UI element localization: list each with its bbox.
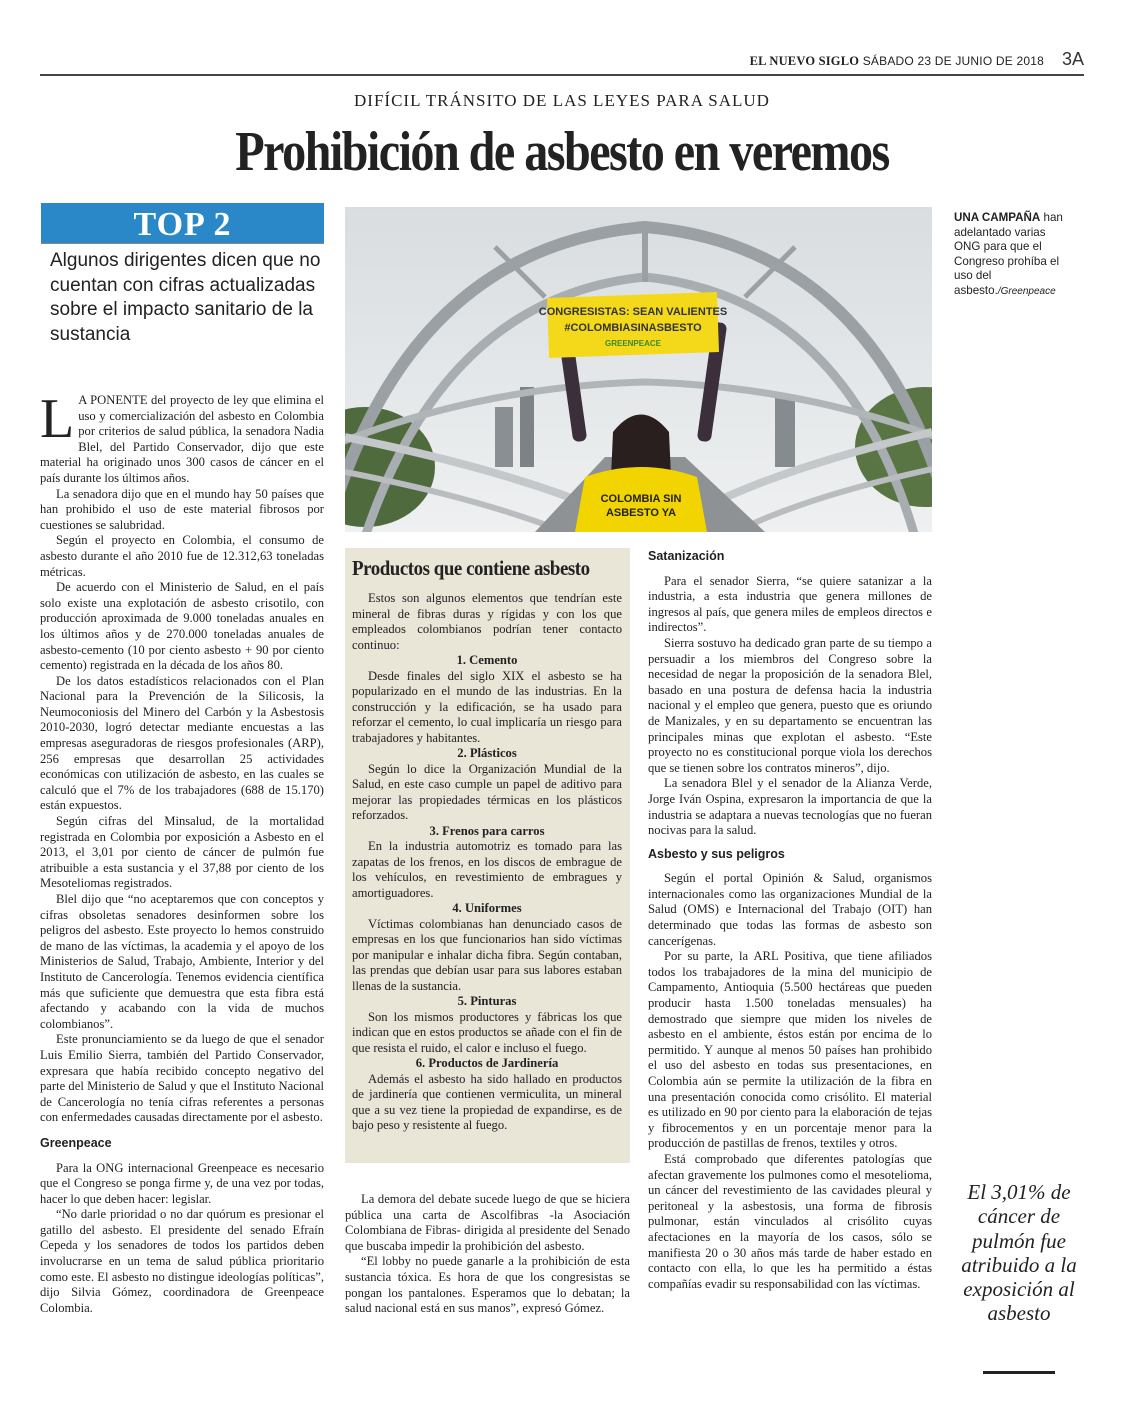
banner-line-1: CONGRESISTAS: SEAN VALIENTES — [538, 306, 728, 318]
caption-lead: UNA CAMPAÑA — [954, 211, 1041, 224]
header-rule — [40, 74, 1084, 76]
photo-credit: /Greenpeace — [997, 285, 1056, 297]
kicker: DIFÍCIL TRÁNSITO DE LAS LEYES PARA SALUD — [354, 91, 770, 110]
sidebar-item-heading: 4. Uniformes — [452, 901, 522, 915]
paragraph: Por su parte, la ARL Positiva, que tiene afiliados todos los trabajadores de la mina del municipio de Campamento, Antioquia (5.500 hectáreas que pueden producir hasta 1.500 toneladas mensuales) ha demostrado que siempre que miden los niveles de asbesto en el ambiente, éstos están por encima de lo permitido. Y aunque al menos 50 países han prohibido el uso del asbesto en todas sus presentaciones, en Colombia aún se permite la utilización de la fibra en una presentación conocida como crisólito. El material es utilizado en 90 por ciento para la elaboración de tejas y fibrocementos y en un porcentaje menor para la producción de pastillas de frenos, textiles y otros. — [648, 949, 932, 1151]
masthead — [750, 54, 1044, 69]
paragraph: De los datos estadísticos relacionados con el Plan Nacional para la Prevención de la Silicosis, la Neumoconiosis del Minero del Carbón y la Asbestosis 2010-2030, logró detectar mediante encuestas a las empresas aseguradoras de riesgos profesionales (ARP), 256 empresas que desarrollan 25 actividades económicas con utilización de asbesto, en las cuales se calculó que el 7% de los trabajadores (688 de 15.170) están expuestos. — [40, 673, 324, 813]
paragraph: Está comprobado que diferentes patologías que afectan gravemente los pulmones como el mesotelioma, un cáncer del revestimiento de las cavidades pleural y peritoneal y la asbestosis, una forma de fibrosis pulmonar, están vinculados al crisólito cuyas afectaciones en la mayoría de los casos, sólo se manifiesta 20 o 30 años más tarde de haber estado en contacto con ella, lo que les ha permitido a éstas compañías evadir su responsabilidad con las víctimas. — [648, 1151, 932, 1291]
photo-illustration — [345, 207, 932, 532]
sidebar-item-heading: 1. Cemento — [456, 653, 518, 667]
sidebar-item-heading: 3. Frenos para carros — [429, 823, 545, 838]
sidebar-intro: Estos son algunos elementos que tendrían este mineral de fibras duras y rígidas y con los que empleados colombianos podrían tener contacto continuo: — [352, 591, 622, 652]
pull-quote-rule — [983, 1371, 1055, 1374]
sidebar-item-text: Además el asbesto ha sido hallado en productos de jardinería que contienen vermiculita, un mineral que a su vez tiene la propiedad de expandirse, es de bajo peso y resistente al fuego. — [352, 1071, 622, 1132]
sidebar-item-text: En la industria automotriz es tomado para las zapatas de los frenos, en los discos de embrague de los vehículos, en revestimiento de embragues y amortiguadores. — [352, 839, 622, 900]
summary: Algunos dirigentes dicen que no cuentan con cifras actualizadas sobre el impacto sanitario de la sustancia — [50, 250, 321, 345]
column-1 — [40, 388, 324, 1316]
photo-caption — [954, 211, 1072, 300]
lead-text: A PONENTE del proyecto de ley que elimina el uso y comercialización del asbesto en Colombia por criterios de salud pública, la senadora Nadia Blel, del Partido Conservador, dijo que este material ha originado unos 300 casos de cáncer en el país durante los últimos años. — [40, 393, 324, 485]
paragraph: “El lobby no puede ganarle a la prohibición de esta sustancia tóxica. Es hora de que los congresistas se pongan los pantalones. Esperamos que lo debatan; la salud nacional está en sus manos”, expresó Gómez. — [345, 1254, 630, 1316]
paragraph: La demora del debate sucede luego de que se hiciera pública una carta de Ascolfibras -la Asociación Colombiana de Fibras- dirigida al presidente del Senado que buscaba impedir la prohibición del asbesto. — [345, 1192, 630, 1253]
sidebar-item-heading: 6. Productos de Jardinería — [415, 1056, 559, 1070]
shirt-text-2: ASBESTO YA — [605, 507, 677, 519]
paragraph: La senadora dijo que en el mundo hay 50 países que han prohibido el uso de este material fibrosos por cuestiones se salubridad. — [40, 486, 324, 532]
column-3 — [648, 545, 932, 1292]
shirt-text-1: COLOMBIA SIN — [600, 493, 682, 505]
paragraph: Para la ONG internacional Greenpeace es necesario que el Congreso se ponga firme y, de una vez por todas, hacer lo que deben hacer: legislar. — [40, 1160, 324, 1206]
drop-cap: L — [40, 388, 75, 450]
sidebar-item-heading: 2. Plásticos — [457, 746, 517, 760]
paragraph: “No darle prioridad o no dar quórum es presionar el gatillo del asbesto. El presidente del senado Efraín Cepeda y los senadores de todos los partidos deben involucrarse en un tema de salud pública prioritario como este. El asbesto no distingue ideologías políticas”, dijo Silvia Gómez, coordinadora de Greenpeace Colombia. — [40, 1207, 324, 1315]
paragraph: Según el portal Opinión & Salud, organismos internacionales como las organizaciones Mundial de la Salud (OMS) e Internacional del Trabajo (OIT) han determinado que todas las formas de asbesto son cancerígenas. — [648, 871, 932, 948]
banner-brand: GREENPEACE — [604, 339, 662, 348]
paper-name: EL NUEVO SIGLO — [749, 54, 860, 68]
sidebar-item-text: Víctimas colombianas han denunciado casos de empresas en los que funcionarios han sido víctimas por manipular e inhalar dicha fibra. Según contaban, las prendas que debían usar para sus labores estaban llenas de la sustancia. — [352, 916, 622, 993]
paragraph: Para el senador Sierra, “se quiere satanizar a la industria, a esta industria que genera millones de ingresos al país, que genera miles de empleos directos e indirectos”. — [648, 573, 932, 635]
paragraph: Según cifras del Minsalud, de la mortalidad registrada en Colombia por exposición a Asbesto en el 2013, el 3,01 por ciento de cáncer de pulmón fue atribuible a esta sustancia y el 37,88 por ciento de los Mesoteliomas registrados. — [40, 814, 324, 891]
issue-date: SÁBADO 23 DE JUNIO DE 2018 — [862, 54, 1044, 68]
paragraph: Según el proyecto en Colombia, el consumo de asbesto durante el año 2010 fue de 12.312,63 toneladas métricas. — [40, 533, 324, 579]
sidebar-item-text: Desde finales del siglo XIX el asbesto se ha popularizado en el mundo de las industrias. En la construcción y la edificación, se ha usado para reforzar el cemento, lo cual implicaría un riesgo para trabajadores y habitantes. — [352, 668, 622, 745]
caption-text: han adelantado varias ONG para que el Congreso prohíba el uso del asbesto. — [954, 211, 1063, 297]
paragraph: Sierra sostuvo ha dedicado gran parte de su tiempo a persuadir a los miembros del Congreso sobre la necesidad de negar la proposición de la senadora Blel, basado en una postura de defensa hacia la industria nacional y el empleo que genera, puesto que es oriundo de Manizales, y en su departamento se encuentran las principales minas que explotan el asbesto. “Este proyecto no es constitucional porque viola los derechos que se tienen sobre los contratos mineros”, dijo. — [648, 635, 932, 775]
sidebar-item-heading: 5. Pinturas — [457, 994, 517, 1008]
subheading-satanizacion: Satanización — [648, 549, 725, 563]
sidebar-item-text: Según lo dice la Organización Mundial de la Salud, en este caso cumple un papel de aditivo para mejorar las propiedades térmicas en los plásticos reforzados. — [352, 761, 622, 822]
headline: Prohibición de asbesto en veremos — [235, 121, 889, 183]
pull-quote: El 3,01% de cáncer de pulmón fue atribuido a la exposición al asbesto — [961, 1180, 1077, 1326]
column-2-bottom — [345, 1192, 630, 1317]
badge-label: TOP 2 — [133, 206, 232, 243]
paragraph: La senadora Blel y el senador de la Alianza Verde, Jorge Iván Ospina, expresaron la importancia de que la industria se adaptara a nuevas tecnologías que no fueran nocivas para la salud. — [648, 776, 932, 838]
sidebar-title: Productos que contiene asbesto — [352, 556, 590, 580]
sidebar-body — [352, 591, 622, 1134]
sidebar-item-text: Son los mismos productores y fábricas los que indican que en estos productos se añade con el fin de que resista el ruido, el calor e incluso el fuego. — [352, 1009, 622, 1055]
banner-line-2: #COLOMBIASINASBESTO — [564, 322, 702, 334]
article-photo — [345, 207, 932, 532]
page-number: 3A — [1061, 49, 1084, 69]
sidebar — [352, 556, 622, 1134]
lead-paragraph — [40, 388, 324, 487]
paragraph: De acuerdo con el Ministerio de Salud, en el país solo existe una explotación de asbesto crisotilo, con producción aproximada de 9.000 toneladas anuales en los últimos años y de 270.000 toneladas anuales de asbesto-cemento (10 por ciento asbesto + 90 por ciento cemento) registrada en la década de los años 80. — [40, 580, 324, 673]
subheading-greenpeace: Greenpeace — [40, 1135, 112, 1150]
paragraph: Este pronunciamiento se da luego de que el senador Luis Emilio Sierra, también del Partido Conservador, expresara que había recibido concepto negativo del parte del Ministerio de Salud y que el Instituto Nacional de Cancerología no tenía cifras referentes a personas con enfermedades causadas directamente por el asbesto. — [40, 1032, 324, 1125]
subheading-peligros: Asbesto y sus peligros — [648, 846, 785, 861]
paragraph: Blel dijo que “no aceptaremos que con conceptos y cifras obsoletas senadores desinformen sobre los peligros del asbesto. Este proyecto lo hemos construido de mano de las víctimas, la academia y el apoyo de los Ministerios de Salud, Trabajo, Ambiente, Interior y del Instituto de Cancerología. Tenemos evidencia científica más que suficiente que demuestra que esta fibra está afectando y acabando con la vida de muchos colombianos”. — [40, 892, 324, 1031]
